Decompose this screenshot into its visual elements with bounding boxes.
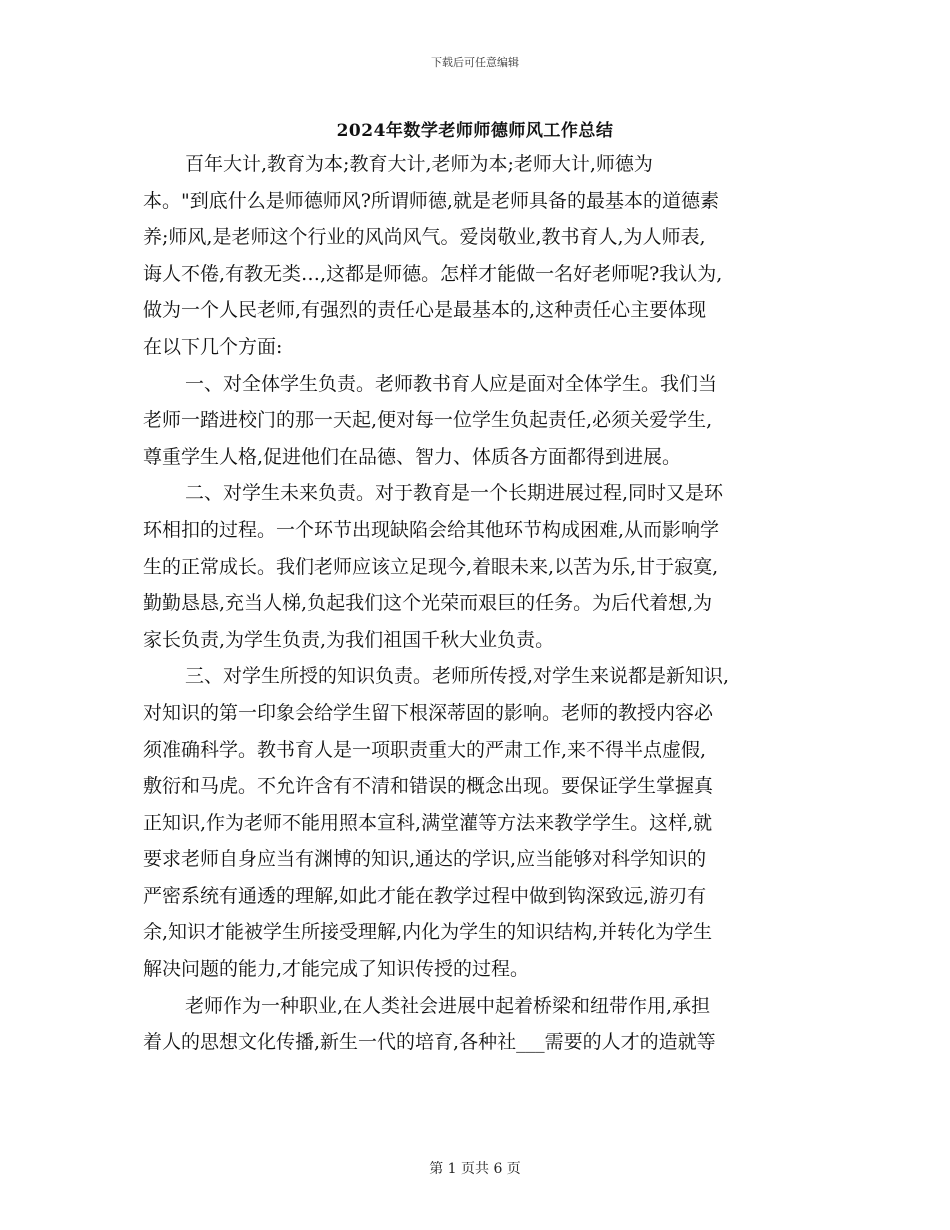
body-line: 三、对学生所授的知识负责。老师所传授,对学生来说都是新知识, (185, 665, 730, 688)
body-line: 对知识的第一印象会给学生留下根深蒂固的影响。老师的教授内容必 (143, 701, 714, 724)
body-line: 尊重学生人格,促进他们在品德、智力、体质各方面都得到进展。 (143, 445, 682, 468)
body-line: 勤勤恳恳,充当人梯,负起我们这个光荣而艰巨的任务。为后代着想,为 (143, 592, 713, 615)
body-line: 家长负责,为学生负责,为我们祖国千秋大业负责。 (143, 628, 555, 651)
page-footer: 第 1 页共 6 页 (429, 1161, 521, 1177)
body-line: 本。"到底什么是师德师风?所谓师德,就是老师具备的最基本的道德素 (143, 189, 719, 212)
body-line: 严密系统有通透的理解,如此才能在教学过程中做到钩深致远,游刃有 (143, 884, 707, 907)
body-line: 生的正常成长。我们老师应该立足现今,着眼未来,以苦为乐,甘于寂寞, (143, 555, 719, 578)
body-line: 诲人不倦,有教无类…,这都是师德。怎样才能做一名好老师呢?我认为, (143, 262, 723, 285)
body-line: 在以下几个方面: (143, 335, 283, 358)
body-line: 二、对学生未来负责。对于教育是一个长期进展过程,同时又是环 (185, 482, 724, 505)
body-line: 环相扣的过程。一个环节出现缺陷会给其他环节构成困难,从而影响学 (143, 518, 720, 541)
document-body (143, 146, 813, 1061)
body-line: 一、对全体学生负责。老师教书育人应是面对全体学生。我们当 (185, 372, 718, 395)
header-note: 下载后可任意编辑 (431, 56, 519, 69)
body-line: 养;师风,是老师这个行业的风尚风气。爱岗敬业,教书育人,为人师表, (143, 226, 706, 249)
body-line: 余,知识才能被学生所接受理解,内化为学生的知识结构,并转化为学生 (143, 921, 713, 944)
body-line: 做为一个人民老师,有强烈的责任心是最基本的,这种责任心主要体现 (143, 299, 707, 322)
body-line: 要求老师自身应当有渊博的知识,通达的学识,应当能够对科学知识的 (143, 848, 707, 871)
body-line: 敷衍和马虎。不允许含有不清和错误的概念出现。要保证学生掌握真 (143, 775, 714, 798)
document-title: 2024年数学老师师德师风工作总结 (336, 121, 614, 141)
body-line: 老师作为一种职业,在人类社会进展中起着桥梁和纽带作用,承担 (185, 994, 711, 1017)
body-line: 解决问题的能力,才能完成了知识传授的过程。 (143, 958, 530, 981)
body-line: 须准确科学。教书育人是一项职责重大的严肃工作,来不得半点虚假, (143, 738, 707, 761)
body-line: 老师一踏进校门的那一天起,便对每一位学生负起责任,必须关爱学生, (143, 409, 713, 432)
body-line: 着人的思想文化传播,新生一代的培育,各种社___需要的人才的造就等 (143, 1031, 716, 1054)
body-line: 百年大计,教育为本;教育大计,老师为本;老师大计,师德为 (185, 153, 653, 175)
body-line: 正知识,作为老师不能用照本宣科,满堂灌等方法来教学学生。这样,就 (143, 811, 713, 834)
